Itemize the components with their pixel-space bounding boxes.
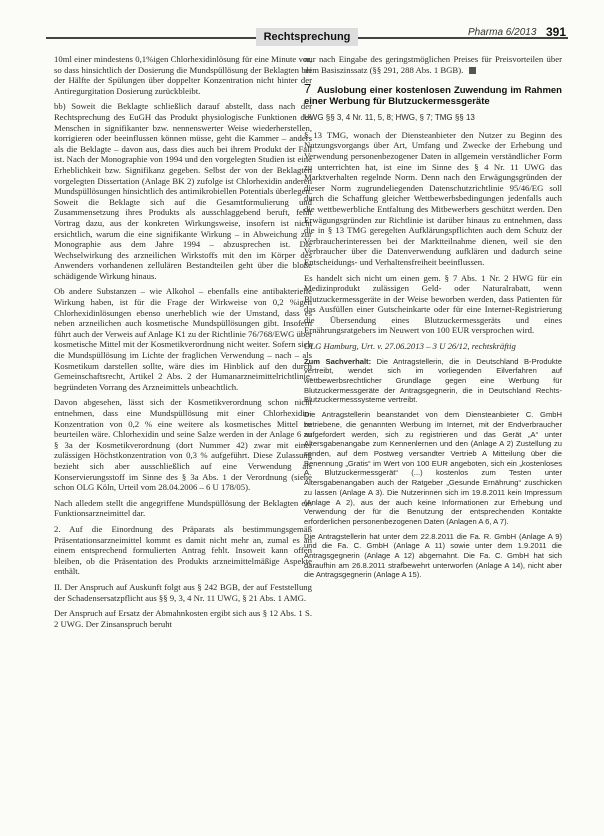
intro-text: nur nach Eingabe des geringstmöglichen Preises für Preisvorteilen über dem Basiszinssatz (§§ 291, 288 Abs. 1 BGB). — [304, 54, 562, 75]
paragraph: Davon abgesehen, lässt sich der Kosmetikverordnung schon nicht entnehmen, dass eine Mundspüllösung mit einer Chlorhexidin-Konzentration von 0,2 % eine weitere als kosmetisches Mittel zu beurteilen wäre. Chlorhexidin und seine Salze werden in der Anlage 6 zu § 3a der Kosmetikverordnung (dort Nummer 42) zwar mit einer zulässigen Höchstkonzentration von 0,3 % aufgeführt. Diese Zulassung bezieht sich aber ausschließlich auf eine Verwendung als Konservierungsstoff im Sinne des § 3a Abs. 1 der Verordnung (siehe schon OLG Köln, Urteil vom 28.04.2006 – 6 U 178/05). — [54, 397, 312, 493]
end-of-article-square-icon — [469, 67, 476, 74]
article-title: Auslobung einer kostenlosen Zuwendung im Rahmen einer Werbung für Blutzuckermessgeräte — [304, 85, 562, 108]
headnote: § 13 TMG, wonach der Diensteanbieter den Nutzer zu Beginn des Nutzungsvorgangs über Art, Umfang und Zwecke der Erhebung und Verwendung personenbezogener Daten in allgemein verständlicher Form zu unterrichten hat, ist eine im Sinne des § 4 Nr. 11 UWG das Marktverhalten regelnde Norm. Denn nach den Erwägungsgründen der dieser Norm zugrundeliegenden Datenschutzrichtlinie 95/46/EG soll durch die Schaffung gleicher Wettbewerbsbedingungen jedenfalls auch die wettbewerbliche Entfaltung des Mitbewerbers geschützt werden. Den Erwägungsgründen zur Richtlinie ist darüber hinaus zu entnehmen, dass die in § 13 TMG geregelten Aufklärungspflichten auch dem Schutz der Verbraucherinteressen bei der Marktteilnahme dienen, weil sie den Verbraucher über die Datenverwendung aufklären und dadurch seine Entscheidungs- und Verhaltensfreiheit beeinflussen. — [304, 129, 562, 267]
facts-paragraph: Die Antragstellerin hat unter dem 22.8.2011 die Fa. R. GmbH (Anlage A 9) und die Fa. C. GmbH (Anlage A 11) sowie unter dem 1.9.2011 die Antragsgegnerin (Anlage A 12) abgemahnt. Die Fa. C. GmbH hat sich daraufhin am 26.8.2011 strafbewehrt unterworfen (Anlage A 14), nicht aber die Antragsgegnerin (Anlage A 15). — [304, 531, 562, 580]
header-rule-left — [46, 37, 256, 39]
cited-norms: UWG §§ 3, 4 Nr. 11, 5, 8; HWG, § 7; TMG §§ 13 — [304, 113, 475, 123]
headnote: Es handelt sich nicht um einen gem. § 7 Abs. 1 Nr. 2 HWG für ein Medizinprodukt zulässigen Geld- oder Naturalrabatt, wenn Blutzuckermessgeräte in der Weise beworben werden, dass Patienten für das Ausfüllen einer Gutscheinkarte oder für eine Internet-Registrierung die Übersendung eines Blutzuckermessgeräts und eines Ernährungsratgebers im Neuwert von 100 EUR versprochen wird. — [304, 272, 562, 336]
left-column — [54, 54, 312, 634]
journal-issue: Pharma 6/2013 — [468, 27, 537, 38]
facts-paragraph — [304, 357, 562, 406]
facts-paragraph: Die Antragstellerin beanstandet von dem Diensteanbieter C. GmbH betriebene, die genannten Werbung im Internet, mit der Endverbraucher aufgefordert werden, sich zu registrieren und das Gerät „A“ unter Altersgabenangabe zum Kennenlernen und den (Anlage A 2) Zustellung zu senden, auf dem Postweg versandter Vertrieb A Mitteilung über die Benennung „Gratis“ im Wert von 100 EUR angeboten, sich ein „kostenloses A. Blutzuckermessgerät“ (...) kostenlos zum Testen unter Altersgabenangaben auch der Ratgeber „Gesunde Ernährung“ zuschicken zu lassen (Anlage A 3). Die Nutzerinnen sich im 19.8.2011 kein Impressum (Anlage A 2), aus der auch keine Informationen zur Erhebung und Verwendung der für die Benutzung der entsprechenden Kontakte erforderlichen personenbezogenen Daten (Anlagen A 6, A 7). — [304, 410, 562, 526]
header-rule-right — [358, 37, 568, 39]
article-number: 7 — [304, 81, 312, 97]
article-heading — [304, 83, 562, 107]
right-column — [304, 54, 562, 585]
page-header — [0, 0, 604, 43]
page-number: 391 — [546, 25, 567, 39]
paragraph: II. Der Anspruch auf Auskunft folgt aus § 242 BGB, der auf Feststellung der Schadensersatzpflicht aus §§ 9, 3, 4 Nr. 11 UWG, § 21 Abs. 1 AMG. — [54, 581, 312, 603]
paragraph: 10ml einer mindestens 0,1%igen Chlorhexidinlösung für eine Minute vor, so dass hinsichtlich der Dosierung die Mundspüllösung der Beklagten bei der Hälfte der Spülungen über doppelter Konzentration nicht hinter der Antiregurgitation Dosierung zurückbleibt. — [54, 54, 312, 96]
section-label: Rechtsprechung — [256, 28, 358, 46]
paragraph: Ob andere Substanzen – wie Alkohol – ebenfalls eine antibakterielle Wirkung haben, ist für die Frage der Wirkweise von 0,2 %igen Chlorhexidinlösungen ebenso unerheblich wie der Umstand, dass es neben arzneilichen auch kosmetische Mundspüllösungen gibt. Insofern führt auch der Verweis auf Anlage K1 zu der Richtlinie 76/768/EWG über kosmetische Mittel mit der Kosmetikverordnung nicht weiter. Sofern sich die Mundspüllösung im Lichte der fraglichen Verwendung – nach – als Kosmetikum darstellen sollte, wäre dies im Hinblick auf den durch Gemeinschaftsrecht, Artikel 2 Abs. 2 der Humanarzneimittelrichtlinie, begründeten Vorrang des Arzneimittels unbeachtlich. — [54, 286, 312, 392]
facts-lead: Zum Sachverhalt: — [304, 356, 372, 366]
paragraph: bb) Soweit die Beklagte schließlich darauf abstellt, dass nach der Rechtsprechung des EuGH das Produkt physiologische Funktionen des Menschen in signifikanter bzw. nennenswerter Weise wiederherstellen, korrigieren oder beeinflussen können müsse, geht die Kammer – anders als die Beklagte – davon aus, dass dies auch bei ihrem Produkt der Fall ist. Nach der Monographie von 1994 und den vorgelegten Studien ist eine Erheblichkeit bzw. Signifikanz gegeben. Selbst der von der Beklagten vorgelegten Dissertation (Anlage BK 2) zufolge ist Chlorhexidin anderen Mundspüllösungen hinsichtlich des antimikrobiellen Potentials überlegen. Soweit die Beklagte sich auf die Gesamtformulierung und Zusammensetzung ihres Produkts als ausschlaggebend beruft, fehlt Vortrag dazu, aus der konkreten Wirkungsweise, insofern ist nicht ersichtlich, warum die eine signifikante Wirkung – in Abweichung zur Monographie aus dem Jahre 1994 – abzusprechen ist. Die Wechselwirkung des arzneilichen Wirkstoffs mit den im Körper des Anwenders vorhandenen zellulären Bestandteilen geht über die bloße schädigende Wirkung hinaus. — [54, 101, 312, 281]
intro-paragraph — [304, 54, 562, 75]
court-citation: OLG Hamburg, Urt. v. 27.06.2013 – 3 U 26/12, rechtskräftig — [304, 341, 516, 352]
paragraph: Der Anspruch auf Ersatz der Abmahnkosten ergibt sich aus § 12 Abs. 1 S. 2 UWG. Der Zinsanspruch beruht — [54, 608, 312, 629]
facts-text: Die Antragstellerin, die in Deutschland B-Produkte vertreibt, wendet sich im vorliegenden Eilverfahren auf wettbewerbsrechtlicher Grundlage gegen eine Werbung für Blutzuckermessgeräte der Antragsgegnerin, die in Deutschland Rechts-Blutzuckermesssysteme vertreibt. — [304, 356, 562, 405]
paragraph: 2. Auf die Einordnung des Präparats als bestimmungsgemäß Präsentationsarzneimittel kommt es damit nicht mehr an, zumal es an einem entsprechend formulierten Antrag fehlt. Insoweit kann offen bleiben, ob die Präsentation des Produkts arzneimittelmäßige Aspekte enthält. — [54, 523, 312, 577]
paragraph: Nach alledem stellt die angegriffene Mundspüllösung der Beklagten ein Funktionsarzneimittel dar. — [54, 497, 312, 519]
